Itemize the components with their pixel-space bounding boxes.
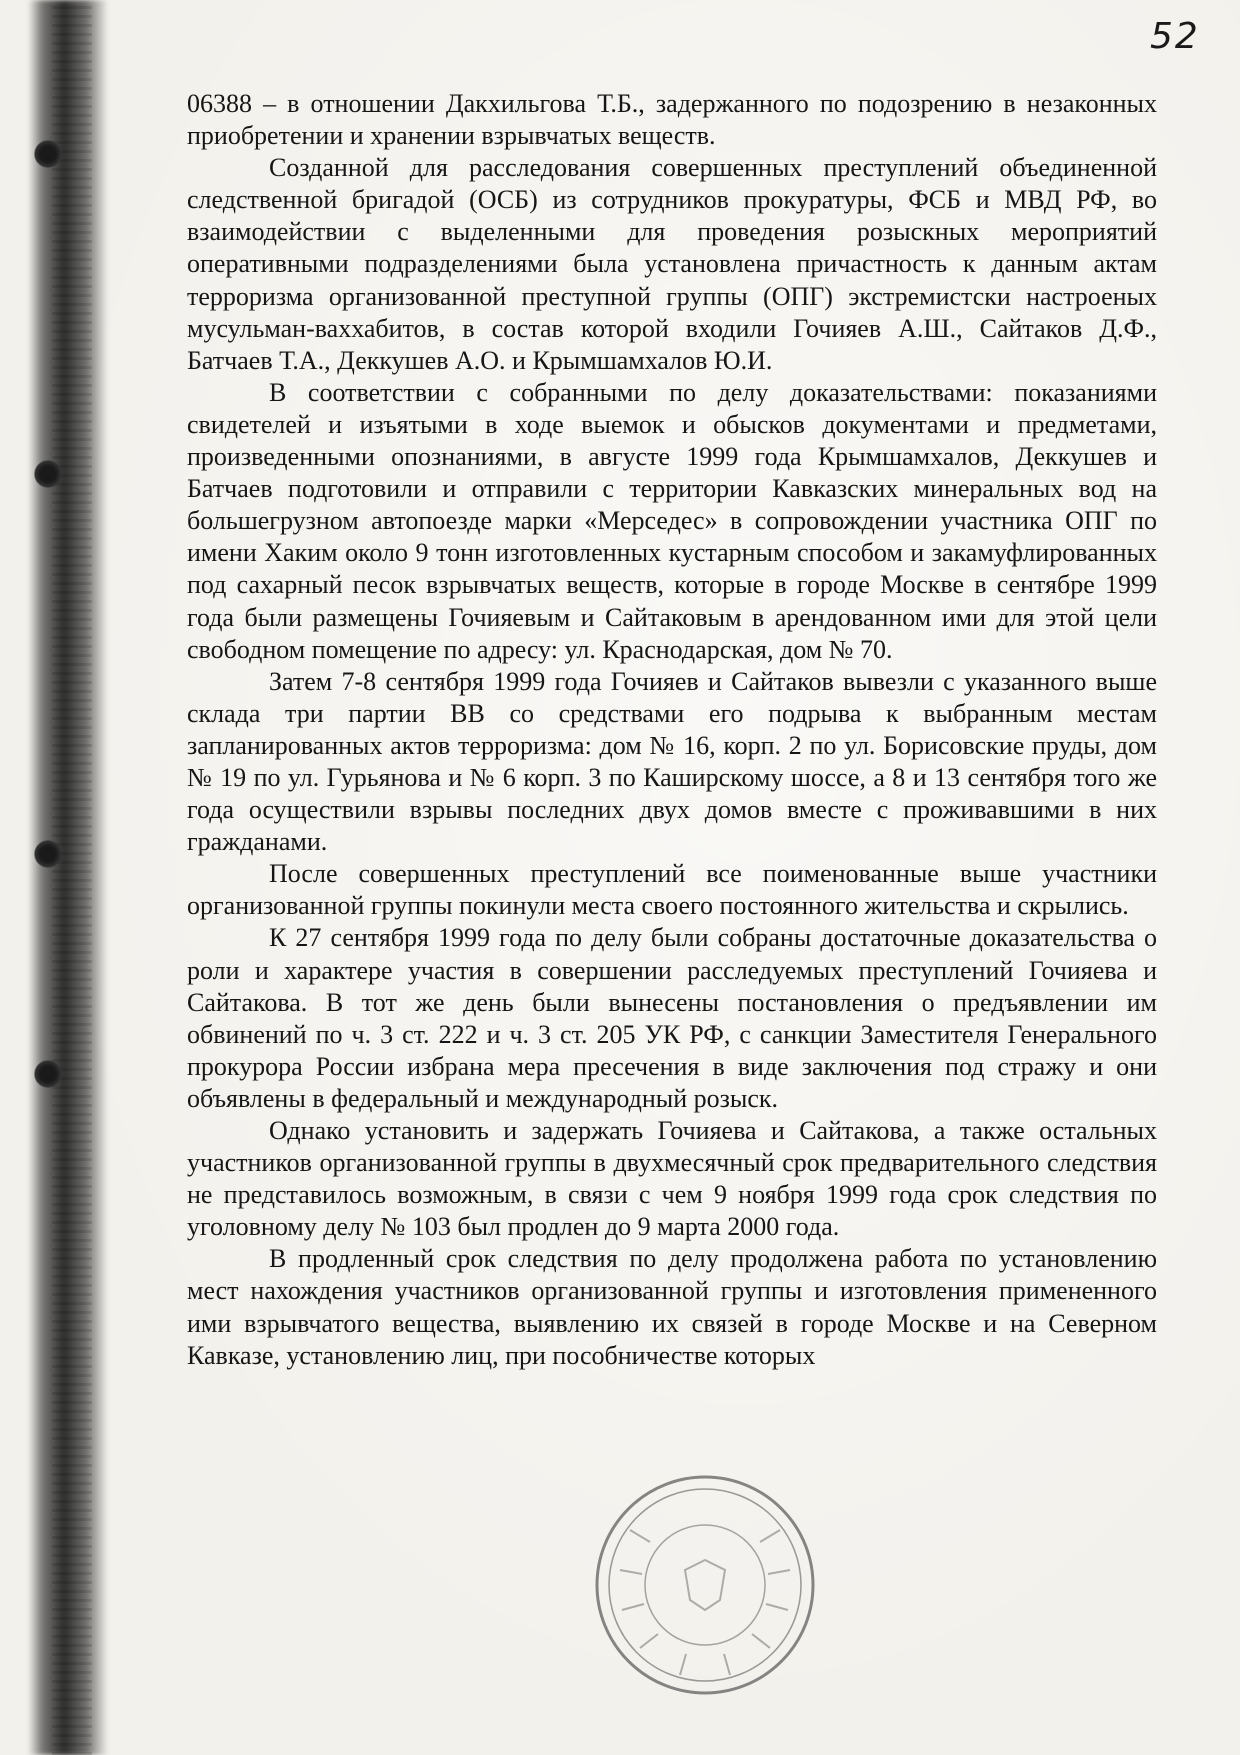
paragraph-5: После совершенных преступлений все поименованные выше участники организованной группы покинули места своего постоянного жительства и скрылись.	[187, 859, 1157, 921]
punch-hole	[34, 460, 62, 488]
punch-hole	[34, 1060, 62, 1088]
page-number: 52	[1150, 16, 1200, 57]
paragraph-6: К 27 сентября 1999 года по делу были собраны достаточные доказательства о роли и характере участия в совершении расследуемых преступлений Гочияева и Сайтакова. В тот же день были вынесены постановления о предъявлении им обвинений по ч. 3 ст. 222 и ч. 3 ст. 205 УК РФ, с санкции Заместителя Генерального прокурора России избрана мера пресечения в виде заключения под стражу и они объявлены в федеральный и международный розыск.	[187, 923, 1157, 1113]
round-seal-stamp	[590, 1470, 820, 1700]
paragraph-4: Затем 7-8 сентября 1999 года Гочияев и Сайтаков вывезли с указанного выше склада три партии ВВ со средствами его подрыва к выбранным местам запланированных актов терроризма: дом № 16, корп. 2 по ул. Борисовские пруды, дом № 19 по ул. Гурьянова и № 6 корп. 3 по Каширскому шоссе, а 8 и 13 сентября того же года осуществили взрывы последних двух домов вместе с проживавшими в них гражданами.	[187, 666, 1157, 857]
paragraph-3: В соответствии с собранными по делу доказательствами: показаниями свидетелей и изъятыми в ходе выемок и обысков документами и предметами, произведенными опознаниями, в августе 1999 года Крымшамхалов, Деккушев и Батчаев подготовили и отправили с территории Кавказских минеральных вод на большегрузном автопоезде марки «Мерседес» в сопровождении участника ОПГ по имени Хаким около 9 тонн изготовленных кустарным способом и закамуфлированных под сахарный песок взрывчатых веществ, которые в городе Москве в сентябре 1999 года были размещены Гочияевым и Сайтаковым в арендованном ими для этой цели свободном помещение по адресу: ул. Краснодарская, дом № 70.	[187, 377, 1157, 664]
binding-texture	[52, 0, 92, 1755]
paragraph-2: Созданной для расследования совершенных преступлений объединенной следственной бригадой (ОСБ) из сотрудников прокуратуры, ФСБ и МВД РФ, во взаимодействии с выделенными для проведения розыскных мероприятий оперативными подразделениями была установлена причастность к данным актам терроризма организованной преступной группы (ОПГ) экстремистски настроеных мусульман-ваххабитов, в состав которой входили Гочияев А.Ш., Сайтаков Д.Ф., Батчаев Т.А., Деккушев А.О. и Крымшамхалов Ю.И.	[187, 153, 1157, 375]
paragraph-7: Однако установить и задержать Гочияева и Сайтакова, а также остальных участников организованной группы в двухмесячный срок предварительного следствия не представилось возможным, в связи с чем 9 ноября 1999 года срок следствия по уголовному делу № 103 был продлен до 9 марта 2000 года.	[187, 1116, 1157, 1242]
paragraph-8: В продленный срок следствия по делу продолжена работа по установлению мест нахождения участников организованной группы и изготовления примененного ими взрывчатого вещества, выявлению их связей в городе Москве и на Северном Кавказе, установлению лиц, при пособничестве которых	[187, 1244, 1157, 1370]
punch-hole	[34, 840, 62, 868]
punch-hole	[34, 140, 62, 168]
paragraph-1: 06388 – в отношении Дакхильгова Т.Б., задержанного по подозрению в незаконных приобретении и хранении взрывчатых веществ.	[187, 89, 1157, 151]
document-body	[187, 88, 1157, 1372]
